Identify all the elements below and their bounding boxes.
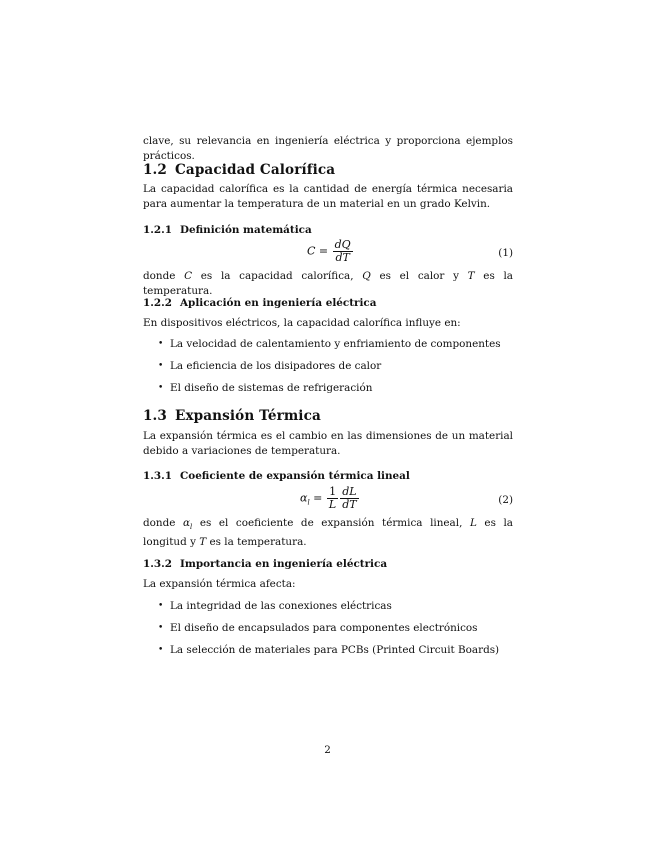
eq2-fraction-2-denominator: dT bbox=[342, 498, 357, 511]
list-item bbox=[158, 337, 518, 359]
text-span: donde bbox=[143, 517, 183, 529]
bullet-icon: • bbox=[158, 601, 164, 611]
subsection-number: 1.3.1 bbox=[143, 470, 172, 482]
math-var: C bbox=[184, 270, 193, 282]
section-title: Expansión Térmica bbox=[175, 408, 321, 424]
list-item-text: La integridad de las conexiones eléctricas bbox=[170, 600, 392, 612]
text-span: es la longitud y bbox=[143, 517, 513, 548]
eq1-fraction bbox=[333, 239, 353, 264]
section-heading-1-2 bbox=[143, 162, 513, 178]
subsection-number: 1.2.1 bbox=[143, 224, 172, 236]
subsection-title: Importancia en ingeniería eléctrica bbox=[180, 558, 388, 570]
text-span: donde bbox=[143, 270, 185, 282]
eq2-fraction-1 bbox=[327, 486, 338, 511]
math-var: L bbox=[469, 517, 477, 529]
section-1-3-paragraph: La expansión térmica es el cambio en las dimensiones de un material debido a variaciones de temperatura. bbox=[143, 430, 513, 457]
eq2-fraction-1-numerator: 1 bbox=[327, 486, 338, 499]
page-number: 2 bbox=[324, 744, 331, 756]
text-span: es la capacidad calorífica, bbox=[192, 270, 363, 282]
bullet-icon: • bbox=[158, 339, 164, 349]
section-1-3-2-paragraph: La expansión térmica afecta: bbox=[143, 578, 296, 590]
list-item bbox=[158, 381, 518, 403]
bullet-icon: • bbox=[158, 361, 164, 371]
section-number: 1.2 bbox=[143, 162, 167, 178]
eq1-numerator: dQ bbox=[334, 238, 351, 251]
text-span: es la temperatura. bbox=[206, 535, 307, 548]
equation-1-body: C = $\frac{dQ}{dT}$ bbox=[307, 238, 351, 264]
equation-1-explanation bbox=[143, 269, 513, 298]
list-item bbox=[158, 599, 518, 621]
text-span: es el calor y bbox=[370, 270, 468, 282]
list-item-text: La eficiencia de los disipadores de calor bbox=[170, 360, 382, 372]
section-heading-1-3 bbox=[143, 408, 513, 424]
section-1-2-2-paragraph: En dispositivos eléctricos, la capacidad calorífica influye en: bbox=[143, 317, 461, 329]
subsection-number: 1.3.2 bbox=[143, 558, 172, 570]
list-item-text: La velocidad de calentamiento y enfriamiento de componentes bbox=[170, 338, 501, 350]
eq2-lhs: α bbox=[300, 491, 308, 505]
eq2-fraction-1-denominator: L bbox=[328, 498, 337, 511]
bullet-icon: • bbox=[158, 645, 164, 655]
subsection-number: 1.2.2 bbox=[143, 297, 172, 309]
bullet-icon: • bbox=[158, 383, 164, 393]
equation-2-explanation bbox=[143, 516, 513, 549]
section-1-2-paragraph: La capacidad calorífica es la cantidad de energía térmica necesaria para aumentar la temperatura de un material en un grado Kelvin. bbox=[143, 183, 513, 210]
equation-1-number: (1) bbox=[498, 247, 513, 259]
eq2-fraction-2-numerator: dL bbox=[340, 486, 358, 499]
list-item bbox=[158, 359, 518, 381]
math-var: Q bbox=[362, 270, 371, 282]
subsection-title: Definición matemática bbox=[180, 224, 312, 236]
equation-2 bbox=[143, 486, 513, 516]
list-item bbox=[158, 643, 518, 665]
section-number: 1.3 bbox=[143, 408, 167, 424]
text-span: es la temperatura. bbox=[143, 270, 513, 297]
text-span: es el coeficiente de expansión térmica lineal, bbox=[192, 517, 470, 529]
subsection-heading-1-2-1 bbox=[143, 224, 513, 236]
bullet-list-1-2-2 bbox=[158, 337, 518, 403]
eq1-denominator: dT bbox=[335, 251, 350, 264]
math-subscript: l bbox=[190, 523, 193, 532]
bullet-list-1-3-2 bbox=[158, 599, 518, 665]
list-item-text: El diseño de encapsulados para componentes electrónicos bbox=[170, 622, 478, 634]
list-item-text: La selección de materiales para PCBs (Printed Circuit Boards) bbox=[170, 644, 500, 656]
subsection-heading-1-2-2 bbox=[143, 297, 513, 309]
list-item-text: El diseño de sistemas de refrigeración bbox=[170, 382, 373, 394]
intro-paragraph-fragment: clave, su relevancia en ingeniería eléctrica y proporciona ejemplos prácticos. bbox=[143, 135, 513, 162]
math-var: α bbox=[182, 517, 190, 529]
subsection-heading-1-3-2 bbox=[143, 558, 513, 570]
section-title: Capacidad Calorífica bbox=[175, 162, 336, 178]
math-var: T bbox=[467, 270, 475, 282]
equation-2-body: $\alpha_l$ = $\frac{1}{L}$ $\frac{dL}{dT}$ bbox=[300, 485, 357, 511]
subsection-title: Aplicación en ingeniería eléctrica bbox=[180, 297, 377, 309]
eq2-lhs-subscript: l bbox=[307, 498, 310, 507]
list-item bbox=[158, 621, 518, 643]
equation-2-number: (2) bbox=[498, 494, 513, 506]
eq2-fraction-2 bbox=[340, 486, 358, 511]
subsection-heading-1-3-1 bbox=[143, 470, 513, 482]
bullet-icon: • bbox=[158, 623, 164, 633]
equation-1 bbox=[143, 239, 513, 269]
math-var: T bbox=[199, 535, 207, 548]
subsection-title: Coeficiente de expansión térmica lineal bbox=[180, 470, 410, 482]
eq1-lhs: C bbox=[307, 244, 316, 258]
